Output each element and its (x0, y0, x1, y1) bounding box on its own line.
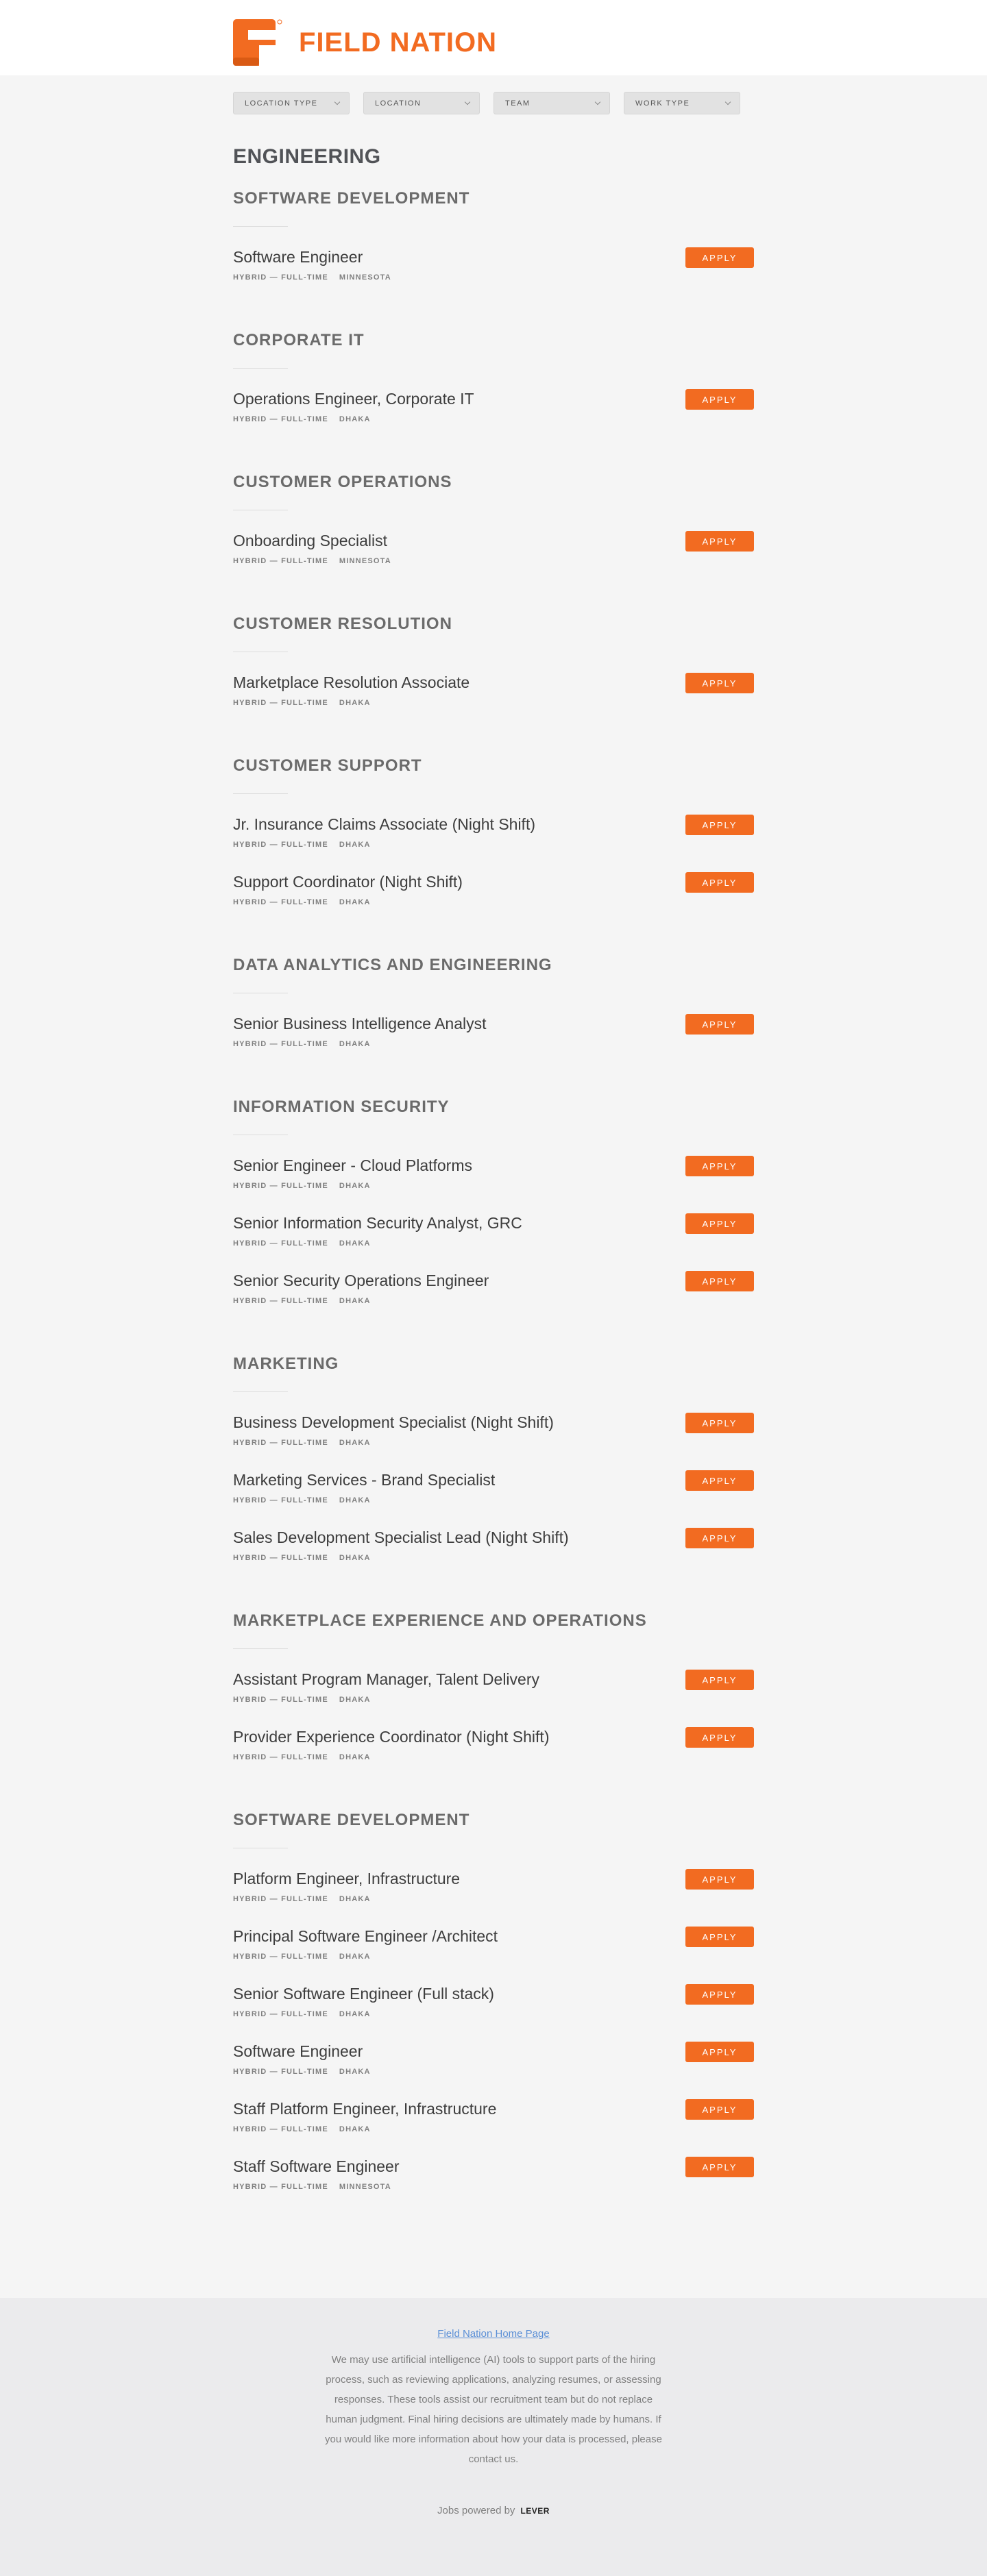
logo-text: FIELD NATION (299, 27, 498, 58)
job-posting (233, 247, 754, 288)
chevron-down-icon (334, 99, 340, 104)
posting-title-link[interactable]: Business Development Specialist (Night Shift) (233, 1413, 554, 1431)
posting-commitment: HYBRID — FULL-TIME (233, 1696, 328, 1704)
filter-team[interactable] (494, 92, 610, 114)
posting-commitment: HYBRID — FULL-TIME (233, 1239, 328, 1248)
posting-meta (233, 1696, 754, 1704)
apply-button[interactable]: APPLY (685, 673, 754, 693)
job-posting (233, 1528, 754, 1569)
posting-commitment: HYBRID — FULL-TIME (233, 2125, 328, 2133)
apply-button[interactable]: APPLY (685, 1470, 754, 1491)
apply-button[interactable]: APPLY (685, 1670, 754, 1690)
job-posting (233, 872, 754, 913)
job-posting (233, 2042, 754, 2099)
apply-button[interactable]: APPLY (685, 1014, 754, 1035)
posting-meta (233, 1239, 754, 1248)
powered-by-text: Jobs powered by (437, 2505, 515, 2516)
posting-location: DHAKA (339, 1753, 371, 1761)
posting-meta (233, 2068, 754, 2076)
job-posting (233, 531, 754, 572)
posting-location: DHAKA (339, 1496, 371, 1504)
posting-title-link[interactable]: Operations Engineer, Corporate IT (233, 390, 474, 408)
posting-title-link[interactable]: Onboarding Specialist (233, 532, 388, 549)
chevron-down-icon (465, 99, 470, 104)
job-posting (233, 2157, 754, 2198)
posting-meta (233, 699, 754, 707)
filter-label: LOCATION (375, 99, 422, 108)
apply-button[interactable]: APPLY (685, 815, 754, 835)
posting-title-link[interactable]: Senior Security Operations Engineer (233, 1272, 489, 1289)
posting-commitment: HYBRID — FULL-TIME (233, 273, 328, 282)
posting-location: DHAKA (339, 699, 371, 707)
posting-location: DHAKA (339, 1040, 371, 1048)
home-page-link[interactable]: Field Nation Home Page (437, 2328, 550, 2340)
posting-location: DHAKA (339, 1297, 371, 1305)
posting-location: DHAKA (339, 1239, 371, 1248)
posting-location: MINNESOTA (339, 273, 391, 282)
posting-meta (233, 1496, 754, 1504)
field-nation-logo[interactable] (233, 19, 497, 66)
job-posting (233, 1984, 754, 2042)
apply-button[interactable]: APPLY (685, 1727, 754, 1748)
posting-meta (233, 415, 754, 423)
job-posting (233, 1213, 754, 1271)
job-posting (233, 815, 754, 872)
posting-location: DHAKA (339, 2125, 371, 2133)
posting-location: DHAKA (339, 1554, 371, 1562)
filter-label: WORK TYPE (635, 99, 690, 108)
team-title: CUSTOMER SUPPORT (233, 756, 422, 775)
posting-groups (233, 189, 754, 2198)
lever-logo-icon[interactable]: LEVER (520, 2505, 550, 2516)
posting-commitment: HYBRID — FULL-TIME (233, 1895, 328, 1903)
team-title: SOFTWARE DEVELOPMENT (233, 1811, 470, 1829)
posting-commitment: HYBRID — FULL-TIME (233, 1439, 328, 1447)
job-postings (233, 145, 754, 2240)
apply-button[interactable]: APPLY (685, 1528, 754, 1548)
team-title: CORPORATE IT (233, 331, 365, 349)
filter-work-type[interactable] (624, 92, 740, 114)
posting-title-link[interactable]: Marketplace Resolution Associate (233, 673, 470, 691)
filter-location[interactable] (363, 92, 480, 114)
posting-meta (233, 2010, 754, 2018)
job-posting (233, 1156, 754, 1213)
posting-meta (233, 1040, 754, 1048)
posting-meta (233, 1439, 754, 1447)
powered-by (0, 2505, 987, 2516)
posting-meta (233, 898, 754, 906)
posting-meta (233, 273, 754, 282)
filter-location-type[interactable] (233, 92, 350, 114)
posting-location: MINNESOTA (339, 2183, 391, 2191)
posting-meta (233, 1895, 754, 1903)
posting-title-link[interactable]: Senior Engineer - Cloud Platforms (233, 1156, 472, 1174)
apply-button[interactable]: APPLY (685, 531, 754, 552)
team-group (233, 956, 754, 1055)
posting-commitment: HYBRID — FULL-TIME (233, 841, 328, 849)
posting-location: DHAKA (339, 415, 371, 423)
apply-button[interactable]: APPLY (685, 2157, 754, 2177)
posting-location: DHAKA (339, 1182, 371, 1190)
posting-meta (233, 2183, 754, 2191)
posting-title-link[interactable]: Sales Development Specialist Lead (Night Shift) (233, 1528, 569, 1546)
posting-location: DHAKA (339, 2010, 371, 2018)
posting-title-link[interactable]: Staff Platform Engineer, Infrastructure (233, 2100, 497, 2118)
posting-commitment: HYBRID — FULL-TIME (233, 1753, 328, 1761)
apply-button[interactable]: APPLY (685, 247, 754, 268)
job-posting (233, 1413, 754, 1470)
team-group (233, 189, 754, 288)
apply-button[interactable]: APPLY (685, 1213, 754, 1234)
posting-title-link[interactable]: Jr. Insurance Claims Associate (Night Shift) (233, 815, 535, 833)
posting-meta (233, 1297, 754, 1305)
team-group (233, 756, 754, 913)
team-title: DATA ANALYTICS AND ENGINEERING (233, 956, 552, 974)
divider (233, 226, 288, 227)
apply-button[interactable]: APPLY (685, 1869, 754, 1890)
job-posting (233, 1727, 754, 1768)
job-posting (233, 1670, 754, 1727)
posting-title-link[interactable]: Assistant Program Manager, Talent Delivery (233, 1670, 539, 1688)
chevron-down-icon (595, 99, 600, 104)
posting-title-link[interactable]: Senior Software Engineer (Full stack) (233, 1985, 494, 2003)
posting-commitment: HYBRID — FULL-TIME (233, 2068, 328, 2076)
page-footer (0, 2298, 987, 2576)
posting-commitment: HYBRID — FULL-TIME (233, 1496, 328, 1504)
job-posting (233, 1271, 754, 1312)
posting-title-link[interactable]: Platform Engineer, Infrastructure (233, 1870, 461, 1887)
ai-disclaimer: We may use artificial intelligence (AI) tools to support parts of the hiring process, such as reviewing applications, analyzing resumes, or assessing responses. These tools assist our recruitment team but do not replace human judgment. Final hiring decisions are ultimately made by humans. If you would like more information about how your data is processed, please contact us. (325, 2354, 662, 2465)
posting-commitment: HYBRID — FULL-TIME (233, 898, 328, 906)
apply-button[interactable]: APPLY (685, 1156, 754, 1176)
job-posting (233, 673, 754, 714)
posting-meta (233, 1753, 754, 1761)
posting-meta (233, 557, 754, 565)
job-posting (233, 1470, 754, 1528)
divider (233, 793, 288, 794)
divider (233, 368, 288, 369)
posting-title-link[interactable]: Senior Business Intelligence Analyst (233, 1015, 487, 1032)
posting-title-link[interactable]: Principal Software Engineer /Architect (233, 1927, 498, 1945)
team-group (233, 1354, 754, 1569)
filter-bar (233, 92, 740, 114)
posting-title-link[interactable]: Support Coordinator (Night Shift) (233, 873, 463, 891)
site-header (0, 0, 987, 75)
filter-label: LOCATION TYPE (245, 99, 318, 108)
team-group (233, 1098, 754, 1312)
divider (233, 1648, 288, 1649)
team-group (233, 473, 754, 572)
posting-commitment: HYBRID — FULL-TIME (233, 1182, 328, 1190)
posting-title-link[interactable]: Provider Experience Coordinator (Night Shift) (233, 1728, 550, 1746)
posting-location: DHAKA (339, 1439, 371, 1447)
posting-commitment: HYBRID — FULL-TIME (233, 1040, 328, 1048)
posting-commitment: HYBRID — FULL-TIME (233, 415, 328, 423)
posting-commitment: HYBRID — FULL-TIME (233, 1297, 328, 1305)
posting-location: DHAKA (339, 1696, 371, 1704)
job-posting (233, 1014, 754, 1055)
posting-location: DHAKA (339, 1895, 371, 1903)
team-group (233, 615, 754, 714)
team-group (233, 1611, 754, 1768)
posting-commitment: HYBRID — FULL-TIME (233, 699, 328, 707)
posting-meta (233, 1953, 754, 1961)
team-title: MARKETPLACE EXPERIENCE AND OPERATIONS (233, 1611, 647, 1630)
job-posting (233, 1927, 754, 1984)
apply-button[interactable]: APPLY (685, 1413, 754, 1433)
posting-commitment: HYBRID — FULL-TIME (233, 2183, 328, 2191)
apply-button[interactable]: APPLY (685, 1927, 754, 1947)
team-title: INFORMATION SECURITY (233, 1098, 450, 1116)
posting-commitment: HYBRID — FULL-TIME (233, 1554, 328, 1562)
posting-meta (233, 841, 754, 849)
job-posting (233, 2099, 754, 2157)
team-title: CUSTOMER RESOLUTION (233, 615, 452, 633)
job-posting (233, 1869, 754, 1927)
apply-button[interactable]: APPLY (685, 1271, 754, 1291)
team-title: CUSTOMER OPERATIONS (233, 473, 452, 491)
posting-commitment: HYBRID — FULL-TIME (233, 557, 328, 565)
posting-meta (233, 2125, 754, 2133)
team-group (233, 331, 754, 430)
team-title: SOFTWARE DEVELOPMENT (233, 189, 470, 208)
apply-button[interactable]: APPLY (685, 1984, 754, 2005)
divider (233, 1391, 288, 1392)
team-group (233, 1811, 754, 2198)
posting-location: DHAKA (339, 2068, 371, 2076)
apply-button[interactable]: APPLY (685, 2042, 754, 2062)
posting-title-link[interactable]: Software Engineer (233, 2042, 363, 2060)
posting-meta (233, 1182, 754, 1190)
posting-location: MINNESOTA (339, 557, 391, 565)
team-title: MARKETING (233, 1354, 339, 1373)
posting-location: DHAKA (339, 841, 371, 849)
field-nation-f-logo-icon (233, 19, 280, 66)
posting-meta (233, 1554, 754, 1562)
apply-button[interactable]: APPLY (685, 872, 754, 893)
apply-button[interactable]: APPLY (685, 2099, 754, 2120)
posting-commitment: HYBRID — FULL-TIME (233, 1953, 328, 1961)
filter-label: TEAM (505, 99, 531, 108)
posting-title-link[interactable]: Marketing Services - Brand Specialist (233, 1471, 496, 1489)
posting-location: DHAKA (339, 898, 371, 906)
posting-title-link[interactable]: Staff Software Engineer (233, 2157, 400, 2175)
department-title: ENGINEERING (233, 145, 381, 168)
apply-button[interactable]: APPLY (685, 389, 754, 410)
posting-title-link[interactable]: Software Engineer (233, 248, 363, 266)
job-posting (233, 389, 754, 430)
posting-commitment: HYBRID — FULL-TIME (233, 2010, 328, 2018)
posting-title-link[interactable]: Senior Information Security Analyst, GRC (233, 1214, 522, 1232)
chevron-down-icon (725, 99, 731, 104)
posting-location: DHAKA (339, 1953, 371, 1961)
